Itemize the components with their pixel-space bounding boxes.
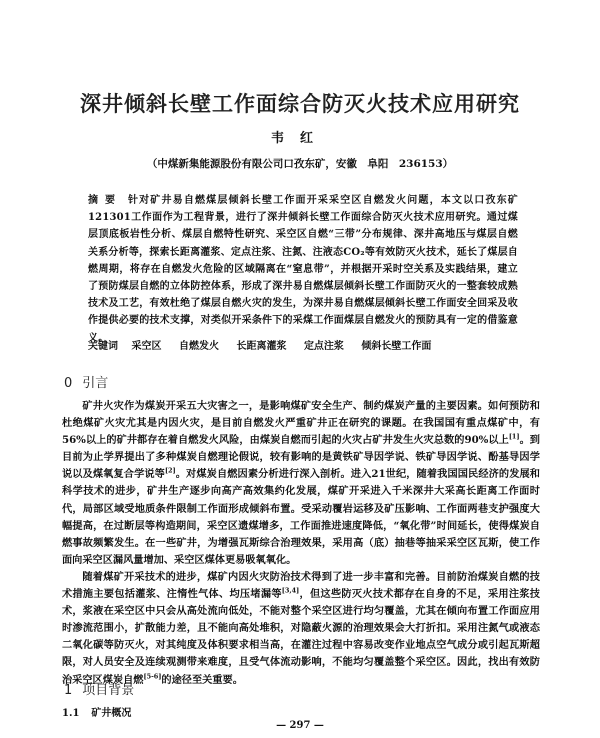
section-number: 1 xyxy=(64,683,73,698)
paragraph: 随着煤矿开采技术的进步，煤矿内因火灾防治技术得到了进一步丰富和完善。目前防治煤炭自燃的技术措施主要包括灌浆、注惰性气体、均压堵漏等[3,4]，但这些防灭火技术都存在自身的不足，采用注浆技术，浆液在采空区中只会从高处流向低处，不能对整个采空区进行均匀覆盖，尤其在倾向布置工作面应用时渗流范围小，扩散能力差，且不能向高处堆积，对隐蔽火源的治理效果会大打折扣。采用注氮气或液态二氧化碳等防灭火，对其纯度及体积要求相当高，在灌注过程中容易改变作业地点空气成分或引起瓦斯超限，对人员安全及连续观测带来难度，且受气体流动影响，不能均匀覆盖整个采空区。因此，找出有效防治采空区煤炭自燃[5-6]的途径至关重要。 xyxy=(62,570,540,686)
abstract xyxy=(88,192,518,347)
author-name: 韦红 xyxy=(270,131,329,146)
section-number: 0 xyxy=(64,376,73,391)
paper-title: 深井倾斜长壁工作面综合防灭火技术应用研究 xyxy=(80,92,520,116)
keyword: 采空区 xyxy=(131,341,162,352)
keyword: 长距离灌浆 xyxy=(236,341,287,352)
section-heading-introduction xyxy=(64,372,108,391)
paragraph: 矿井火灾作为煤炭开采五大灾害之一，是影响煤矿安全生产、制约煤炭产量的主要因素。如何预防和杜绝煤矿火灾尤其是内因火灾，是目前自燃发火严重矿井正在研究的课题。在我国国有重点煤矿中，有56%以上的矿井都存在着自燃发火风险，由煤炭自燃而引起的火灾占矿井发生火灾总数的90%以上[1]。到目前为止学界提出了多种煤炭自燃理论假说，较有影响的是黄铁矿导因学说、铁矿导因学说、酚基导因学说以及煤氧复合学说等[2]。对煤炭自燃因素分析进行深入剖析。进入21世纪，随着我国国民经济的发展和科学技术的进步，矿井生产逐步向高产高效集约化发展，煤矿开采进入千米深井大采高长距离工作面时代，局部区域受地质条件限制工作面形成倾斜布置。受采动覆岩运移及矿压影响、工作面两巷支护强度大幅提高，在过断层等构造期间，采空区遗煤增多，工作面推进速度降低，“氧化带”时间延长，使得煤炭自燃事故频繁发生。在一些矿井，为增强瓦斯综合治理效果，采用高（底）抽巷等抽采采空区瓦斯，使工作面向采空区漏风量增加、采空区煤体更易吸氧氧化。 xyxy=(62,400,540,566)
keyword: 定点注浆 xyxy=(303,341,344,352)
keywords xyxy=(88,337,518,352)
keyword: 倾斜长壁工作面 xyxy=(361,341,432,352)
abstract-text: 针对矿井易自燃煤层倾斜长壁工作面开采采空区自燃发火问题，本文以口孜东矿121301工作面作为工程背景，进行了深井倾斜长壁工作面综合防灭火技术应用研究。通过煤层顶底板岩性分析、煤层自燃特性研究、采空区自燃“三带”分布规律、深井高地压与煤层自燃关系分析等，探索长距离灌浆、定点注浆、注氮、注液态CO₂等有效防灭火技术，延长了煤层自燃周期，将存在自燃发火危险的区域隔离在“窒息带”，并根据开采时空关系及实践结果，建立了预防煤层自燃的立体防控体系，形成了深井易自燃煤层倾斜长壁工作面防灭火的一整套较成熟技术及工艺，有效杜绝了煤层自燃火灾的发生，为深井易自燃煤层倾斜长壁工作面安全回采及收作提供必要的技术支撑，对类似开采条件下的采煤工作面煤层自燃发火的预防具有一定的借鉴意义。 xyxy=(88,195,519,344)
subsection-title: 矿井概况 xyxy=(91,708,132,719)
citation: [5-6] xyxy=(143,672,162,681)
subsection-number: 1.1 xyxy=(62,708,80,719)
abstract-label: 摘要 xyxy=(88,195,122,206)
citation: [1] xyxy=(508,432,520,441)
author-affiliation: （中煤新集能源股份有限公司口孜东矿，安徽 阜阳 236153） xyxy=(146,158,454,170)
citation: [3,4] xyxy=(281,586,300,595)
section-heading-background xyxy=(64,679,134,698)
section-title: 引言 xyxy=(82,376,109,391)
section-title: 项目背景 xyxy=(82,683,135,698)
subsection-heading xyxy=(62,704,131,719)
body-text xyxy=(62,398,540,689)
page-number: — 297 — xyxy=(276,720,324,731)
keywords-label: 关键词 xyxy=(88,341,118,352)
citation: [2] xyxy=(164,466,176,475)
keyword: 自燃发火 xyxy=(178,341,219,352)
